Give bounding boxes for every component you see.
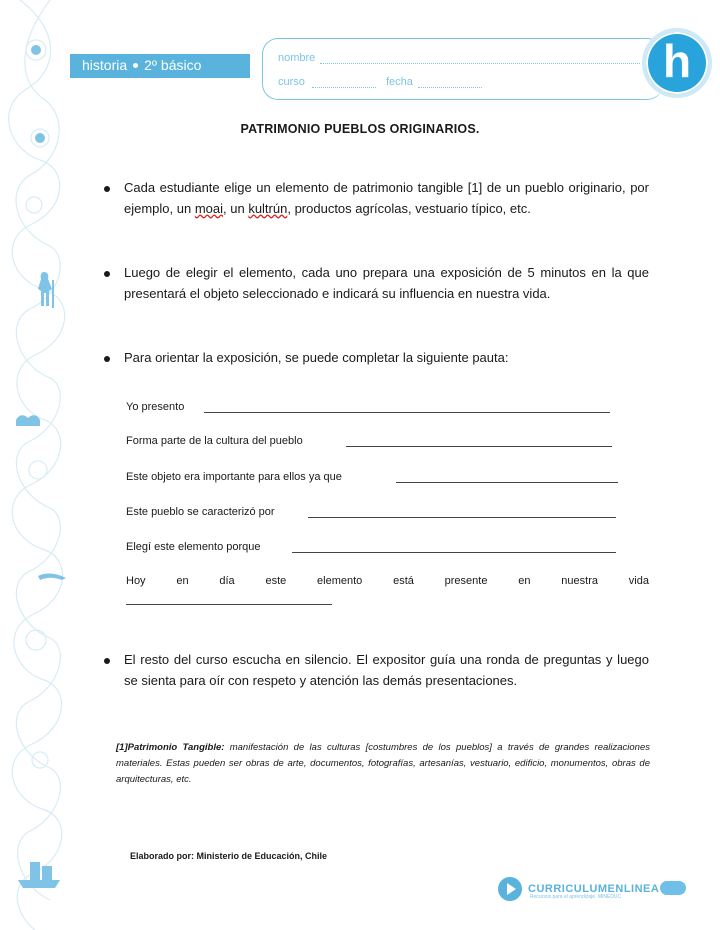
- bullet-dot: [104, 186, 110, 192]
- instruction-paragraph-2: Luego de elegir el elemento, cada uno prepara una exposición de 5 minutos en la que presentará el objeto seleccionado e indicará su influencia en nuestra vida.: [124, 265, 649, 301]
- page-title: PATRIMONIO PUEBLOS ORIGINARIOS.: [240, 122, 480, 136]
- word: elemento: [317, 575, 363, 587]
- grade-label: 2º básico: [144, 57, 202, 73]
- decorative-pill: [660, 881, 686, 895]
- bullet-dot: [104, 658, 110, 664]
- spellcheck-word-kultrun: kultrún: [248, 200, 288, 216]
- curriculum-logo-tagline: Recursos para el aprendizaje. MINEDUC: [530, 894, 622, 900]
- footnote-text: manifestación de las culturas [costumbres de los pueblos] a través de grandes realizaciones materiales. Estas pueden ser obras de arte, documentos, fotografías, artesanías, vestuario, edificio, monumentos, obras de arquitecturas, etc.: [116, 742, 650, 785]
- decorative-swirl-border: [0, 0, 78, 930]
- curriculum-logo-text: CURRICULUMENLINEA: [528, 883, 660, 895]
- answer-line-2[interactable]: [346, 446, 612, 447]
- instruction-paragraph-4: El resto del curso escucha en silencio. El expositor guía una ronda de preguntas y luego se sienta para oír con respeto y atención las demás presentaciones.: [124, 652, 649, 688]
- bullet-dot: [104, 356, 110, 362]
- word: está: [393, 575, 414, 587]
- word: Hoy: [126, 575, 146, 587]
- logo-letter: h: [662, 35, 692, 87]
- paragraph-text: , productos agrícolas, vestuario típico, etc.: [287, 200, 531, 216]
- paragraph-text: , un: [223, 200, 249, 216]
- credit-line: Elaborado por: Ministerio de Educación, Chile: [130, 851, 328, 861]
- word: en: [176, 575, 189, 587]
- course-field[interactable]: [312, 87, 376, 88]
- logo-badge: [642, 28, 712, 98]
- word: nuestra: [561, 575, 598, 587]
- date-field[interactable]: [418, 87, 482, 88]
- word: en: [518, 575, 531, 587]
- spellcheck-word-moai: moai: [194, 200, 224, 216]
- course-label: curso: [278, 76, 305, 88]
- subject-header: [70, 54, 250, 78]
- form-prompt-2: Forma parte de la cultura del pueblo: [126, 435, 303, 447]
- word: vida: [628, 575, 649, 587]
- answer-line-3[interactable]: [396, 482, 618, 483]
- word: día: [219, 575, 235, 587]
- form-prompt-6: [126, 575, 649, 587]
- form-prompt-1: Yo presento: [126, 401, 185, 413]
- separator-dot: [133, 63, 138, 68]
- word: presente: [444, 575, 488, 587]
- answer-line-1[interactable]: [204, 412, 610, 413]
- name-field[interactable]: [320, 63, 640, 64]
- form-prompt-5: Elegí este elemento porque: [126, 541, 261, 553]
- play-icon: [498, 877, 522, 901]
- subject-label: historia: [82, 57, 128, 73]
- name-label: nombre: [278, 52, 316, 64]
- bullet-dot: [104, 271, 110, 277]
- footnote-term: [1]Patrimonio Tangible:: [116, 742, 225, 753]
- student-info-box: [262, 38, 663, 100]
- form-prompt-3: Este objeto era importante para ellos ya que: [126, 471, 342, 483]
- footnote: [116, 740, 650, 788]
- answer-line-5[interactable]: [292, 552, 616, 553]
- word: este: [265, 575, 287, 587]
- answer-line-4[interactable]: [308, 517, 616, 518]
- form-prompt-4: Este pueblo se caracterizó por: [126, 506, 275, 518]
- paragraph-text: Cada estudiante elige un elemento de patrimonio tangible [1] de un pueblo originario, por ejemplo, un: [124, 180, 649, 216]
- date-label: fecha: [386, 76, 413, 88]
- instruction-paragraph-1: [124, 178, 649, 219]
- instruction-paragraph-3: Para orientar la exposición, se puede completar la siguiente pauta:: [124, 350, 509, 365]
- answer-line-6[interactable]: [126, 604, 332, 605]
